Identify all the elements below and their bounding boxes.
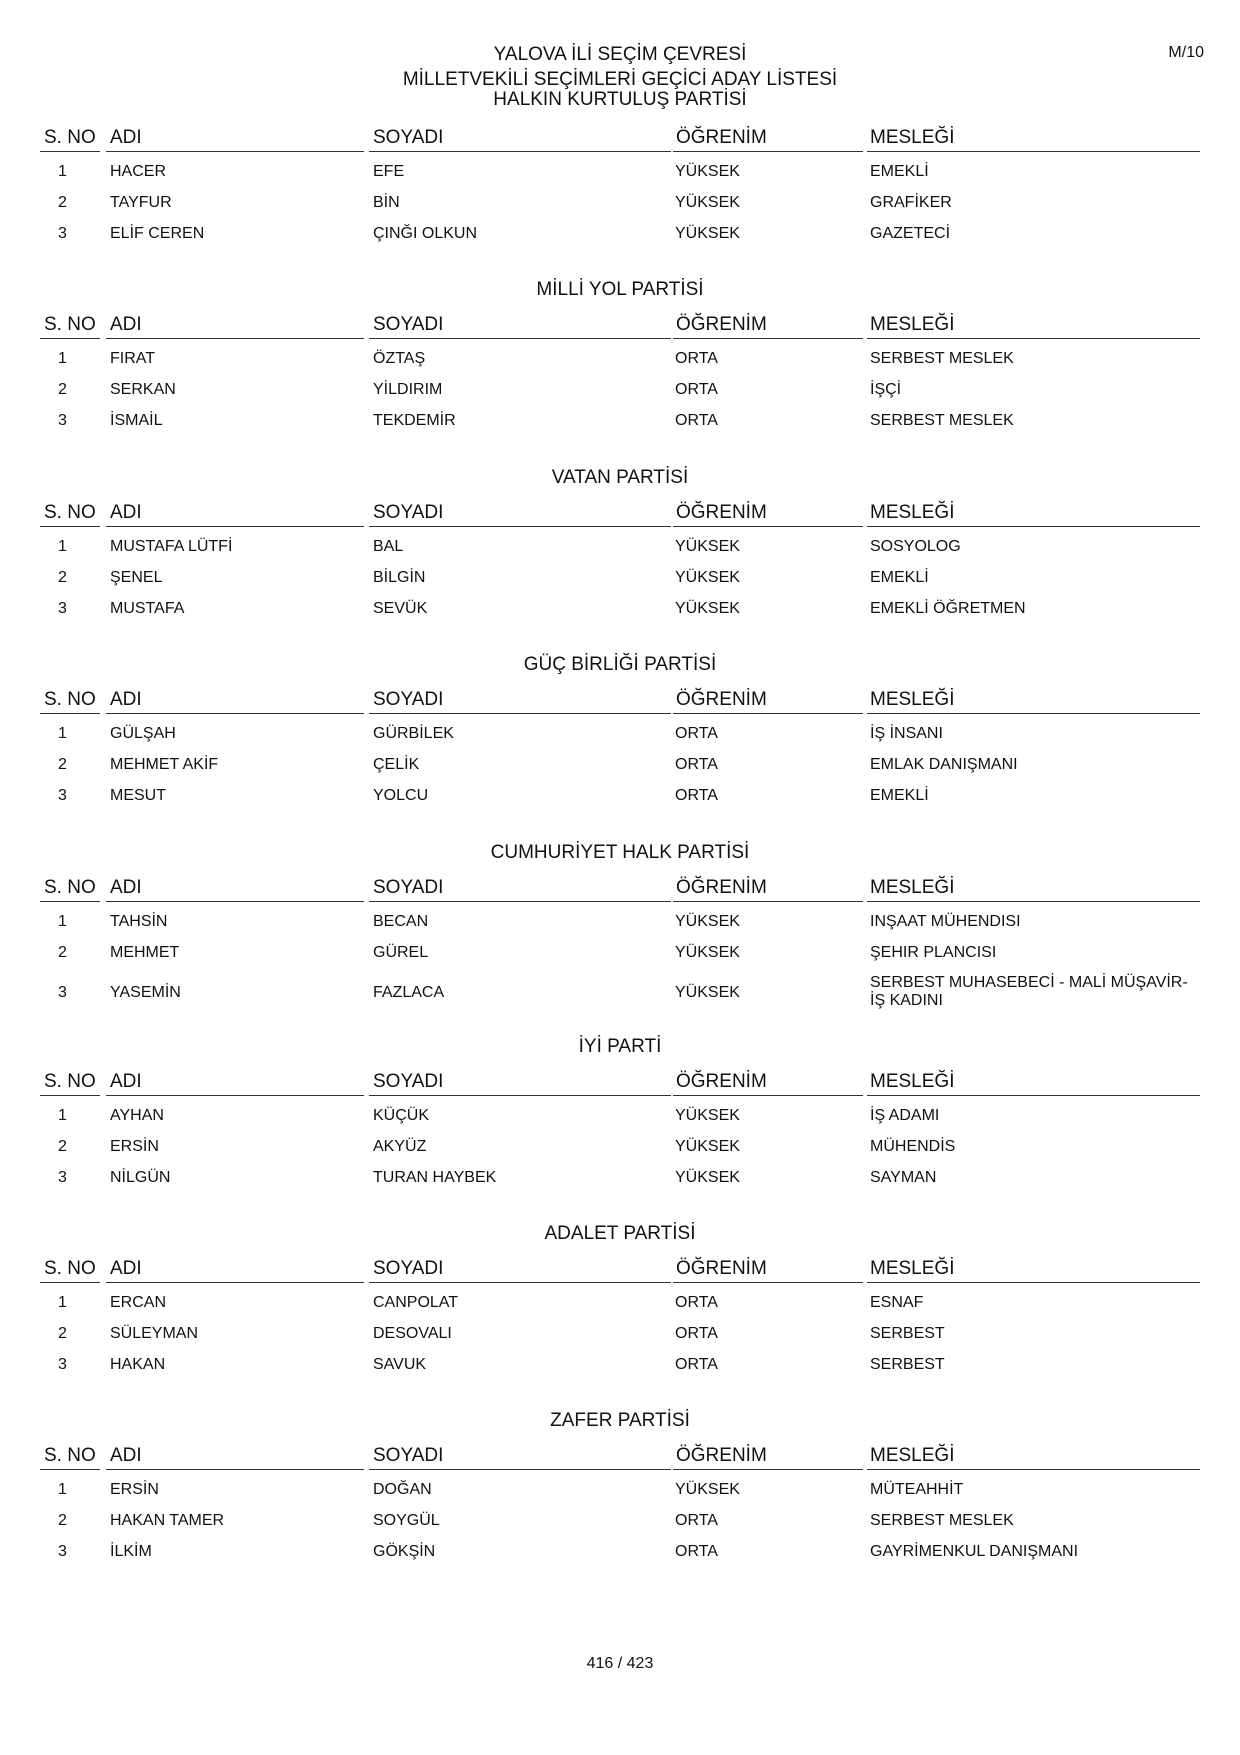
column-underline bbox=[106, 1282, 364, 1283]
cell-adi: ERSİN bbox=[110, 1138, 159, 1155]
cell-sno: 3 bbox=[58, 600, 67, 617]
column-underline bbox=[369, 1469, 671, 1470]
cell-soyadi: SOYGÜL bbox=[373, 1512, 440, 1529]
table-header bbox=[0, 502, 1240, 528]
cell-soyadi: GÜRBİLEK bbox=[373, 725, 454, 742]
cell-adi: ELİF CEREN bbox=[110, 225, 205, 242]
cell-ogrenim: ORTA bbox=[675, 1356, 718, 1373]
column-underline bbox=[867, 713, 1200, 714]
column-underline bbox=[673, 1469, 863, 1470]
column-header-soyadi: SOYADI bbox=[373, 314, 444, 335]
cell-sno: 2 bbox=[58, 1138, 67, 1155]
column-underline bbox=[673, 1095, 863, 1096]
cell-soyadi: SAVUK bbox=[373, 1356, 427, 1373]
cell-adi: SERKAN bbox=[110, 381, 176, 398]
column-header-soyadi: SOYADI bbox=[373, 877, 444, 898]
cell-sno: 3 bbox=[58, 412, 67, 429]
column-header-adi: ADI bbox=[110, 877, 142, 898]
column-header-adi: ADI bbox=[110, 1445, 142, 1466]
cell-sno: 1 bbox=[58, 913, 67, 930]
table-header bbox=[0, 1445, 1240, 1471]
table-header bbox=[0, 689, 1240, 715]
cell-ogrenim: YÜKSEK bbox=[675, 225, 740, 242]
cell-adi: MEHMET AKİF bbox=[110, 756, 219, 773]
column-underline bbox=[106, 713, 364, 714]
column-underline bbox=[369, 901, 671, 902]
cell-meslegi: ESNAF bbox=[870, 1294, 924, 1311]
column-header-ogrenim: ÖĞRENİM bbox=[676, 689, 767, 710]
cell-adi: HAKAN bbox=[110, 1356, 166, 1373]
column-underline bbox=[106, 526, 364, 527]
column-header-ogrenim: ÖĞRENİM bbox=[676, 502, 767, 523]
cell-soyadi: TEKDEMİR bbox=[373, 412, 456, 429]
cell-ogrenim: ORTA bbox=[675, 1543, 718, 1560]
cell-soyadi: ÇELİK bbox=[373, 756, 420, 773]
column-header-soyadi: SOYADI bbox=[373, 1071, 444, 1092]
cell-soyadi: BİN bbox=[373, 194, 400, 211]
column-underline bbox=[40, 713, 100, 714]
cell-ogrenim: YÜKSEK bbox=[675, 984, 740, 1001]
party-title: ADALET PARTİSİ bbox=[544, 1223, 696, 1244]
cell-soyadi: BAL bbox=[373, 538, 404, 555]
cell-ogrenim: YÜKSEK bbox=[675, 194, 740, 211]
column-header-adi: ADI bbox=[110, 502, 142, 523]
cell-sno: 3 bbox=[58, 225, 67, 242]
column-underline bbox=[106, 338, 364, 339]
cell-sno: 1 bbox=[58, 1481, 67, 1498]
column-underline bbox=[106, 1469, 364, 1470]
cell-soyadi: BECAN bbox=[373, 913, 429, 930]
column-header-meslegi: MESLEĞİ bbox=[870, 877, 955, 898]
column-header-sno: S. NO bbox=[44, 1445, 96, 1466]
cell-adi: MESUT bbox=[110, 787, 166, 804]
cell-ogrenim: YÜKSEK bbox=[675, 1481, 740, 1498]
cell-meslegi: EMLAK DANIŞMANI bbox=[870, 756, 1018, 773]
column-underline bbox=[40, 901, 100, 902]
cell-ogrenim: ORTA bbox=[675, 725, 718, 742]
cell-soyadi: YİLDIRIM bbox=[373, 381, 443, 398]
column-underline bbox=[673, 151, 863, 152]
column-header-sno: S. NO bbox=[44, 502, 96, 523]
column-underline bbox=[40, 338, 100, 339]
cell-adi: ŞENEL bbox=[110, 569, 163, 586]
cell-sno: 1 bbox=[58, 1107, 67, 1124]
column-header-ogrenim: ÖĞRENİM bbox=[676, 877, 767, 898]
column-underline bbox=[40, 1282, 100, 1283]
column-underline bbox=[867, 1469, 1200, 1470]
column-underline bbox=[673, 901, 863, 902]
cell-meslegi: GAYRİMENKUL DANIŞMANI bbox=[870, 1543, 1079, 1560]
cell-soyadi: KÜÇÜK bbox=[373, 1107, 430, 1124]
table-header bbox=[0, 1258, 1240, 1284]
cell-soyadi: CANPOLAT bbox=[373, 1294, 459, 1311]
column-underline bbox=[369, 1095, 671, 1096]
column-header-sno: S. NO bbox=[44, 1071, 96, 1092]
column-underline bbox=[106, 1095, 364, 1096]
cell-ogrenim: ORTA bbox=[675, 756, 718, 773]
column-header-adi: ADI bbox=[110, 689, 142, 710]
column-underline bbox=[673, 526, 863, 527]
cell-sno: 1 bbox=[58, 163, 67, 180]
column-header-sno: S. NO bbox=[44, 1258, 96, 1279]
column-underline bbox=[369, 713, 671, 714]
header-line-2: MİLLETVEKİLİ SEÇİMLERİ GEÇİCİ ADAY LİSTESİ bbox=[402, 69, 838, 90]
cell-soyadi: DESOVALI bbox=[373, 1325, 452, 1342]
cell-soyadi: ÖZTAŞ bbox=[373, 350, 426, 367]
cell-adi: YASEMİN bbox=[110, 984, 181, 1001]
cell-meslegi: SERBEST bbox=[870, 1325, 945, 1342]
party-title: CUMHURİYET HALK PARTİSİ bbox=[490, 842, 750, 863]
cell-ogrenim: YÜKSEK bbox=[675, 944, 740, 961]
cell-soyadi: DOĞAN bbox=[373, 1481, 432, 1498]
cell-sno: 2 bbox=[58, 756, 67, 773]
column-header-adi: ADI bbox=[110, 1258, 142, 1279]
column-underline bbox=[106, 151, 364, 152]
cell-meslegi: İŞ ADAMI bbox=[870, 1107, 940, 1124]
column-header-ogrenim: ÖĞRENİM bbox=[676, 1445, 767, 1466]
column-header-ogrenim: ÖĞRENİM bbox=[676, 127, 767, 148]
cell-ogrenim: YÜKSEK bbox=[675, 1169, 740, 1186]
cell-ogrenim: ORTA bbox=[675, 381, 718, 398]
cell-meslegi: GRAFİKER bbox=[870, 194, 952, 211]
cell-adi: SÜLEYMAN bbox=[110, 1325, 199, 1342]
column-underline bbox=[369, 151, 671, 152]
column-underline bbox=[867, 1282, 1200, 1283]
column-header-ogrenim: ÖĞRENİM bbox=[676, 314, 767, 335]
cell-adi: NİLGÜN bbox=[110, 1169, 171, 1186]
cell-meslegi: SERBEST MUHASEBECİ - MALİ MÜŞAVİR- İŞ KADINI bbox=[870, 974, 1188, 1009]
column-header-adi: ADI bbox=[110, 314, 142, 335]
column-underline bbox=[40, 151, 100, 152]
cell-meslegi: ŞEHIR PLANCISI bbox=[870, 944, 997, 961]
cell-adi: MEHMET bbox=[110, 944, 180, 961]
document-header bbox=[0, 42, 1240, 92]
cell-adi: ERCAN bbox=[110, 1294, 167, 1311]
cell-soyadi: BİLGİN bbox=[373, 569, 426, 586]
column-header-meslegi: MESLEĞİ bbox=[870, 314, 955, 335]
cell-meslegi: İŞÇİ bbox=[870, 381, 902, 398]
column-header-meslegi: MESLEĞİ bbox=[870, 689, 955, 710]
table-header bbox=[0, 877, 1240, 903]
cell-adi: MUSTAFA LÜTFİ bbox=[110, 538, 233, 555]
cell-meslegi: MÜHENDİS bbox=[870, 1138, 956, 1155]
column-underline bbox=[40, 1469, 100, 1470]
column-header-meslegi: MESLEĞİ bbox=[870, 1445, 955, 1466]
cell-meslegi: GAZETECİ bbox=[870, 225, 951, 242]
column-underline bbox=[369, 526, 671, 527]
cell-ogrenim: ORTA bbox=[675, 787, 718, 804]
column-header-sno: S. NO bbox=[44, 689, 96, 710]
column-underline bbox=[673, 338, 863, 339]
cell-meslegi: INŞAAT MÜHENDISI bbox=[870, 913, 1021, 930]
column-underline bbox=[40, 526, 100, 527]
cell-adi: GÜLŞAH bbox=[110, 725, 176, 742]
cell-ogrenim: ORTA bbox=[675, 1294, 718, 1311]
cell-adi: MUSTAFA bbox=[110, 600, 185, 617]
cell-sno: 3 bbox=[58, 1169, 67, 1186]
cell-sno: 2 bbox=[58, 569, 67, 586]
cell-ogrenim: ORTA bbox=[675, 350, 718, 367]
column-header-meslegi: MESLEĞİ bbox=[870, 1258, 955, 1279]
cell-meslegi: İŞ İNSANI bbox=[870, 725, 943, 742]
cell-meslegi: SERBEST bbox=[870, 1356, 945, 1373]
page-code: M/10 bbox=[1168, 44, 1204, 61]
cell-meslegi: SAYMAN bbox=[870, 1169, 937, 1186]
cell-adi: TAHSİN bbox=[110, 913, 168, 930]
cell-meslegi: EMEKLİ bbox=[870, 569, 929, 586]
column-underline bbox=[40, 1095, 100, 1096]
cell-meslegi: EMEKLİ ÖĞRETMEN bbox=[870, 600, 1026, 617]
table-header bbox=[0, 1071, 1240, 1097]
cell-sno: 1 bbox=[58, 1294, 67, 1311]
cell-meslegi: EMEKLİ bbox=[870, 787, 929, 804]
column-header-meslegi: MESLEĞİ bbox=[870, 502, 955, 523]
column-underline bbox=[867, 1095, 1200, 1096]
cell-soyadi: EFE bbox=[373, 163, 405, 180]
table-header bbox=[0, 314, 1240, 340]
cell-soyadi: YOLCU bbox=[373, 787, 429, 804]
cell-soyadi: GÖKŞİN bbox=[373, 1543, 436, 1560]
cell-soyadi: ÇINĞI OLKUN bbox=[373, 225, 478, 242]
party-title: GÜÇ BİRLİĞİ PARTİSİ bbox=[523, 654, 717, 675]
cell-adi: TAYFUR bbox=[110, 194, 172, 211]
page-number: 416 / 423 bbox=[586, 1655, 654, 1672]
column-header-meslegi: MESLEĞİ bbox=[870, 1071, 955, 1092]
party-title: MİLLİ YOL PARTİSİ bbox=[536, 279, 704, 300]
column-underline bbox=[106, 901, 364, 902]
column-header-meslegi: MESLEĞİ bbox=[870, 127, 955, 148]
column-header-soyadi: SOYADI bbox=[373, 127, 444, 148]
party-title: HALKIN KURTULUŞ PARTİSİ bbox=[493, 89, 747, 110]
cell-adi: İLKİM bbox=[110, 1543, 152, 1560]
column-header-adi: ADI bbox=[110, 1071, 142, 1092]
column-underline bbox=[369, 338, 671, 339]
cell-soyadi: GÜREL bbox=[373, 944, 429, 961]
cell-ogrenim: ORTA bbox=[675, 1325, 718, 1342]
column-header-ogrenim: ÖĞRENİM bbox=[676, 1071, 767, 1092]
column-header-ogrenim: ÖĞRENİM bbox=[676, 1258, 767, 1279]
cell-meslegi: SOSYOLOG bbox=[870, 538, 961, 555]
cell-sno: 3 bbox=[58, 1356, 67, 1373]
column-header-sno: S. NO bbox=[44, 877, 96, 898]
cell-ogrenim: YÜKSEK bbox=[675, 1138, 740, 1155]
cell-ogrenim: YÜKSEK bbox=[675, 569, 740, 586]
column-underline bbox=[369, 1282, 671, 1283]
column-header-sno: S. NO bbox=[44, 314, 96, 335]
cell-meslegi: SERBEST MESLEK bbox=[870, 350, 1014, 367]
cell-sno: 2 bbox=[58, 194, 67, 211]
party-title: VATAN PARTİSİ bbox=[551, 467, 689, 488]
cell-sno: 1 bbox=[58, 350, 67, 367]
cell-sno: 2 bbox=[58, 944, 67, 961]
cell-ogrenim: ORTA bbox=[675, 412, 718, 429]
cell-meslegi: MÜTEAHHİT bbox=[870, 1481, 964, 1498]
header-line-1: YALOVA İLİ SEÇİM ÇEVRESİ bbox=[493, 44, 747, 65]
cell-adi: ERSİN bbox=[110, 1481, 159, 1498]
table-header bbox=[0, 127, 1240, 153]
cell-sno: 2 bbox=[58, 381, 67, 398]
cell-ogrenim: YÜKSEK bbox=[675, 163, 740, 180]
cell-meslegi: SERBEST MESLEK bbox=[870, 1512, 1014, 1529]
column-underline bbox=[867, 526, 1200, 527]
cell-sno: 3 bbox=[58, 1543, 67, 1560]
cell-ogrenim: YÜKSEK bbox=[675, 913, 740, 930]
cell-ogrenim: YÜKSEK bbox=[675, 538, 740, 555]
cell-adi: İSMAİL bbox=[110, 412, 163, 429]
cell-sno: 3 bbox=[58, 984, 67, 1001]
cell-sno: 2 bbox=[58, 1325, 67, 1342]
column-header-soyadi: SOYADI bbox=[373, 1445, 444, 1466]
column-underline bbox=[673, 713, 863, 714]
party-title: ZAFER PARTİSİ bbox=[550, 1410, 690, 1431]
cell-meslegi: EMEKLİ bbox=[870, 163, 929, 180]
cell-adi: HAKAN TAMER bbox=[110, 1512, 225, 1529]
column-header-sno: S. NO bbox=[44, 127, 96, 148]
cell-soyadi: SEVÜK bbox=[373, 600, 428, 617]
column-header-soyadi: SOYADI bbox=[373, 1258, 444, 1279]
cell-adi: AYHAN bbox=[110, 1107, 164, 1124]
cell-soyadi: FAZLACA bbox=[373, 984, 445, 1001]
cell-meslegi: SERBEST MESLEK bbox=[870, 412, 1014, 429]
cell-ogrenim: YÜKSEK bbox=[675, 1107, 740, 1124]
column-header-soyadi: SOYADI bbox=[373, 502, 444, 523]
column-underline bbox=[867, 338, 1200, 339]
column-header-soyadi: SOYADI bbox=[373, 689, 444, 710]
cell-ogrenim: ORTA bbox=[675, 1512, 718, 1529]
cell-sno: 1 bbox=[58, 538, 67, 555]
cell-sno: 2 bbox=[58, 1512, 67, 1529]
cell-soyadi: TURAN HAYBEK bbox=[373, 1169, 497, 1186]
cell-sno: 1 bbox=[58, 725, 67, 742]
column-header-adi: ADI bbox=[110, 127, 142, 148]
cell-ogrenim: YÜKSEK bbox=[675, 600, 740, 617]
column-underline bbox=[867, 901, 1200, 902]
cell-adi: FIRAT bbox=[110, 350, 156, 367]
cell-adi: HACER bbox=[110, 163, 167, 180]
cell-soyadi: AKYÜZ bbox=[373, 1138, 427, 1155]
party-title: İYİ PARTİ bbox=[578, 1036, 662, 1057]
column-underline bbox=[673, 1282, 863, 1283]
cell-sno: 3 bbox=[58, 787, 67, 804]
column-underline bbox=[867, 151, 1200, 152]
